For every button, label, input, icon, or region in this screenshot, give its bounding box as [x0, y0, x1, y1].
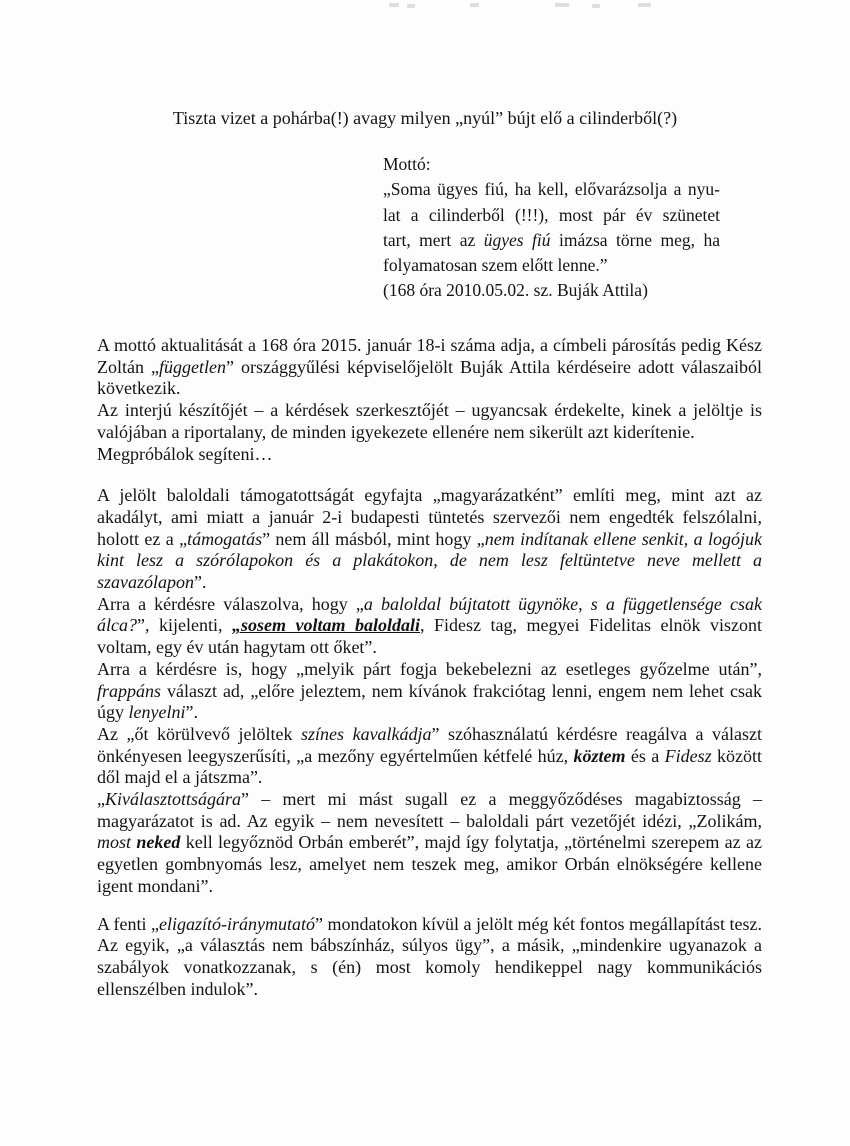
motto-quote-line: tart, mert az ügyes fiú imázsa törne meg, ha [383, 229, 720, 250]
body-paragraph: Arra a kérdésre válaszolva, hogy „a baloldal bújtatott ügynöke, s a függetlensége csak álca?”, kijelenti, „sosem voltam baloldali, Fidesz tag, megyei Fidelitas elnök viszont voltam, egy év után hagytam ott őket”. [97, 593, 763, 658]
analysis-section [97, 485, 762, 897]
document-title: Tiszta vizet a pohárba(!) avagy milyen „nyúl” bújt elő a cilinderből(?) [172, 108, 678, 128]
scan-artifact [555, 3, 569, 7]
motto-label: Mottó: [383, 154, 431, 174]
body-paragraph: A jelölt baloldali támogatottságát egyfajta „magyarázatként” említi meg, mint azt az akadályt, ami miatt a január 2-i budapesti tüntetés szervezői nem engedték felszólalni, holott ez a „támogatás” nem áll másból, mint hogy „nem indítanak ellene senkit, a logójuk kint lesz a szórólapokon és a plakátokon, de nem lesz feltüntetve neve mellett a szavazólapon”. [97, 485, 762, 593]
body-paragraph: „Kiválasztottságára” – mert mi mást sugall ez a meggyőződéses magabiztosság – magyarázatot is ad. Az egyik – nem nevesített – baloldali párt vezetőjét idézi, „Zolikám, most neked kell legyőznöd Orbán emberét”, majd így folytatja, „történelmi szerepem az az egyetlen gombnyomás lesz, amelyet nem teszek meg, amikor Orbán elnökségére kellene igent mondani”. [97, 789, 762, 896]
scan-artifact [592, 4, 600, 8]
body-paragraph: Az „őt körülvevő jelöltek színes kavalkádja” szóhasználatú kérdésre reagálva a választ önkényesen leegyszerűsíti, „a mezőny egyértelműen kétfelé húz, köztem és a Fidesz között dől majd el a játszma”. [97, 723, 762, 788]
body-paragraph: Megpróbálok segíteni… [97, 443, 273, 464]
motto-quote-line: lat a cilinderből (!!!), most pár év szünetet [383, 204, 720, 225]
document-body [97, 335, 762, 1000]
motto-source-line: (168 óra 2010.05.02. sz. Buják Attila) [383, 280, 648, 301]
motto-block [383, 152, 720, 304]
scan-artifact [470, 3, 479, 7]
closing-section [97, 914, 762, 1001]
scan-artifact [638, 3, 651, 7]
scan-artifact [389, 3, 399, 7]
intro-section [97, 335, 762, 465]
motto-quote-line: „Soma ügyes fiú, ha kell, elővarázsolja a nyu- [383, 179, 720, 200]
motto-quote-line: folyamatosan szem előtt lenne.” [383, 255, 608, 276]
scan-artifact [407, 4, 415, 8]
body-paragraph: A mottó aktualitását a 168 óra 2015. január 18-i száma adja, a címbeli párosítás pedig Kész Zoltán „független” országgyűlési képviselőjelölt Buják Attila kérdéseire adott válaszaiból következik. [97, 335, 762, 399]
body-paragraph: Az interjú készítőjét – a kérdések szerkesztőjét – ugyancsak érdekelte, kinek a jelöltje is valójában a riportalany, de minden igyekezete ellenére nem sikerült azt kiderítenie. [97, 400, 762, 442]
body-paragraph: Arra a kérdésre is, hogy „melyik párt fogja bekebelezni az esetleges győzelme után”, frappáns választ ad, „előre jeleztem, nem kívánok frakciótag lenni, engem nem lehet csak úgy lenyelni”. [97, 658, 762, 723]
body-paragraph: A fenti „eligazító-iránymutató” mondatokon kívül a jelölt még két fontos megállapítást tesz. Az egyik, „a választás nem bábszínház, súlyos ügy”, a másik, „mindenkire ugyanazok a szabályok vonatkozzanak, s (én) most komoly hendikeppel nagy kommunikációs ellenszélben indulok”. [97, 913, 763, 999]
